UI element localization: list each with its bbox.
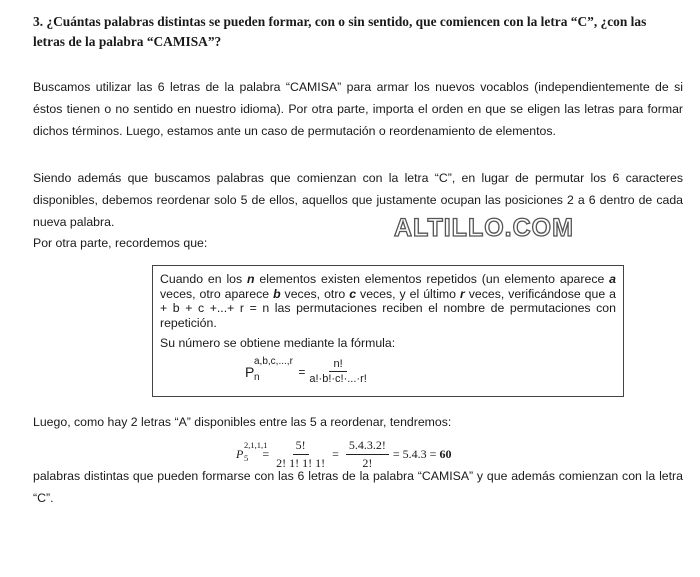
calc-result: 60 xyxy=(439,447,452,461)
definition-box xyxy=(152,265,624,397)
calc-product: = 5.4.3 = xyxy=(392,447,437,461)
formula-intro: Su número se obtiene mediante la fórmula: xyxy=(160,336,396,350)
paragraph-conclusion: palabras distintas que pueden formarse con las 6 letras de la palabra “CAMISA” y que además comienzan con la letra “C”. xyxy=(33,469,683,505)
permutation-formula: P a,b,c,...,r n = $\frac{n!}{a!\cdot b!\cdot c!\cdot...\cdot r!}$ xyxy=(245,355,367,385)
paragraph-intro: Buscamos utilizar las 6 letras de la palabra “CAMISA” para armar los nuevos vocablos (independientemente de si éstos tienen o no sentido en nuestro idioma). Por otra parte, importa el orden en que se eligen las letras para formar dichos términos. Luego, estamos ante un caso de permutación o reordenamiento de elementos. xyxy=(33,80,683,138)
formula-symbol: P a,b,c,...,r n xyxy=(245,355,293,383)
paragraph-constraint: Siendo además que buscamos palabras que comienzan con la letra “C”, en lugar de permutar los 6 caracteres disponibles, debemos reordenar solo 5 de ellos, aquellos que justamente ocupan las posiciones 2 a 6 dentro de cada nueva palabra. xyxy=(33,171,683,229)
definition-text: Cuando en los n elementos existen elementos repetidos (un elemento aparece a veces, otro aparece b veces, otro c veces, y el último r veces, verificándose que a + b + c +...+ r = n las permutaciones reciben el nombre de permutaciones con repetición. xyxy=(160,272,616,330)
formula-fraction: $\frac{n!}{a!\cdot b!\cdot c!\cdot...\cdot r!}$ xyxy=(309,358,367,385)
paragraph-recall: Por otra parte, recordemos que: xyxy=(33,236,208,250)
calc-fraction-1: $\frac{5!}{2! 1! 1! 1!}$ xyxy=(276,438,326,470)
calc-fraction-2: $\frac{5.4.3.2!}{2!}$ xyxy=(346,438,389,471)
calculation-equation: P 2,1,1,1 5 = $\frac{5!}{2! 1! 1! 1!}$ = $\frac{5.4.3.2!}{2!}$ = 5.4.3 = 60 xyxy=(236,438,452,470)
paragraph-then: Luego, como hay 2 letras “A” disponibles entre las 5 a reordenar, tendremos: xyxy=(33,415,452,429)
calc-symbol: P 2,1,1,1 5 xyxy=(236,440,268,463)
watermark-logo: ALTILLO.COM xyxy=(394,214,574,242)
question-title: 3. ¿Cuántas palabras distintas se pueden formar, con o sin sentido, que comiencen con la letra “C”, ¿con las letras de la palabra “CAMISA”? xyxy=(33,14,647,49)
